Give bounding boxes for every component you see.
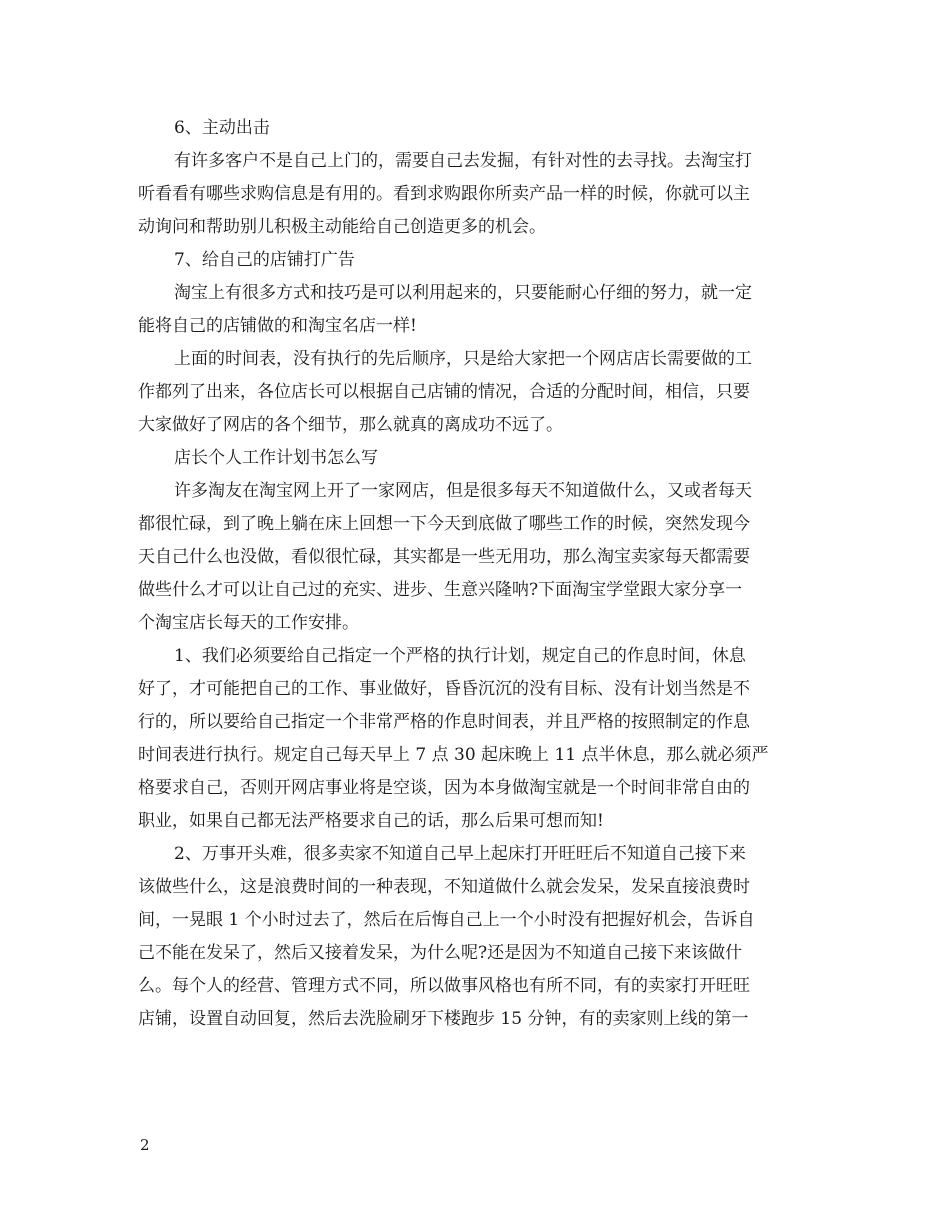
- document-body: [138, 112, 812, 1036]
- paragraph-line: 动询问和帮助别儿积极主动能给自己创造更多的机会。: [138, 217, 546, 237]
- section-heading: 店长个人工作计划书怎么写: [174, 448, 378, 468]
- paragraph-line: 行的，所以要给自己指定一个非常严格的作息时间表，并且严格的按照制定的作息: [138, 712, 750, 732]
- paragraph-line: 好了，才可能把自己的工作、事业做好，昏昏沉沉的没有目标、没有计划当然是不: [138, 679, 750, 699]
- paragraph-line: 间，一晃眼 1 个小时过去了，然后在后悔自己上一个小时没有把握好机会，告诉自: [138, 910, 755, 930]
- page-number: 2: [140, 1136, 150, 1154]
- paragraph-line: 该做些什么，这是浪费时间的一种表现，不知道做什么就会发呆，发呆直接浪费时: [138, 877, 750, 897]
- paragraph-line: 1、我们必须要给自己指定一个严格的执行计划，规定自己的作息时间，休息: [174, 646, 746, 666]
- section-heading: 7、给自己的店铺打广告: [174, 250, 355, 270]
- section-heading: 6、主动出击: [174, 118, 270, 138]
- paragraph-line: 己不能在发呆了，然后又接着发呆，为什么呢?还是因为不知道自己接下来该做什: [138, 943, 743, 963]
- paragraph-line: 作都列了出来，各位店长可以根据自己店铺的情况，合适的分配时间，相信，只要: [138, 382, 750, 402]
- paragraph-line: 时间表进行执行。规定自己每天早上 7 点 30 起床晚上 11 点半休息，那么就必须严: [138, 745, 769, 765]
- paragraph-line: 大家做好了网店的各个细节，那么就真的离成功不远了。: [138, 415, 563, 435]
- paragraph-line: 职业，如果自己都无法严格要求自己的话，那么后果可想而知!: [138, 811, 604, 831]
- paragraph-line: 店铺，设置自动回复，然后去洗脸刷牙下楼跑步 15 分钟，有的卖家则上线的第一: [138, 1009, 749, 1029]
- paragraph-line: 个淘宝店长每天的工作安排。: [138, 613, 359, 633]
- paragraph-line: 有许多客户不是自己上门的，需要自己去发掘，有针对性的去寻找。去淘宝打: [174, 151, 752, 171]
- paragraph-line: 上面的时间表，没有执行的先后顺序，只是给大家把一个网店店长需要做的工: [174, 349, 752, 369]
- paragraph-line: 2、万事开头难，很多卖家不知道自己早上起床打开旺旺后不知道自己接下来: [174, 844, 746, 864]
- paragraph-line: 听看看有哪些求购信息是有用的。看到求购跟你所卖产品一样的时候，你就可以主: [138, 184, 750, 204]
- paragraph-line: 都很忙碌，到了晚上躺在床上回想一下今天到底做了哪些工作的时候，突然发现今: [138, 514, 750, 534]
- paragraph-line: 淘宝上有很多方式和技巧是可以利用起来的，只要能耐心仔细的努力，就一定: [174, 283, 752, 303]
- paragraph-line: 能将自己的店铺做的和淘宝名店一样!: [138, 316, 417, 336]
- paragraph-line: 么。每个人的经营、管理方式不同，所以做事风格也有所不同，有的卖家打开旺旺: [138, 976, 750, 996]
- paragraph-line: 天自己什么也没做，看似很忙碌，其实都是一些无用功，那么淘宝卖家每天都需要: [138, 547, 750, 567]
- paragraph-line: 做些什么才可以让自己过的充实、进步、生意兴隆呐?下面淘宝学堂跟大家分享一: [138, 580, 743, 600]
- paragraph-line: 格要求自己，否则开网店事业将是空谈，因为本身做淘宝就是一个时间非常自由的: [138, 778, 750, 798]
- paragraph-line: 许多淘友在淘宝网上开了一家网店，但是很多每天不知道做什么，又或者每天: [174, 481, 752, 501]
